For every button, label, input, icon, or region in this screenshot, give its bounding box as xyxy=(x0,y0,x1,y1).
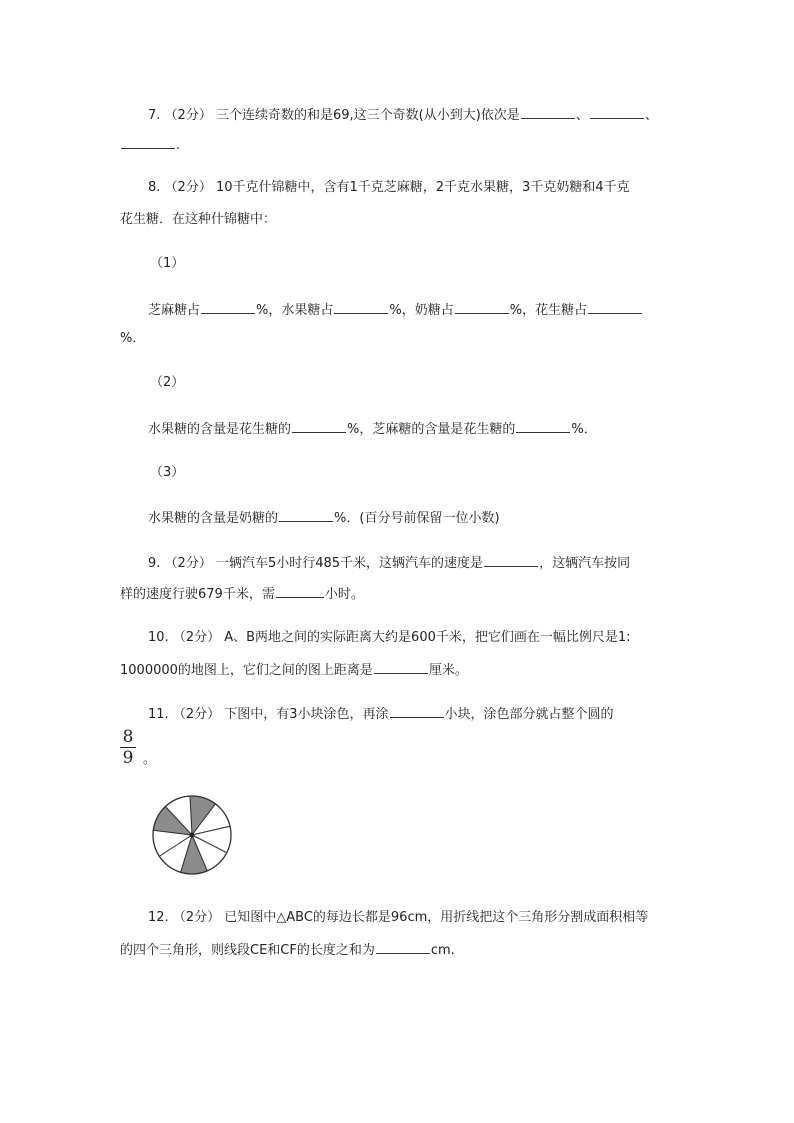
q10-text: 厘米。 xyxy=(428,663,468,678)
q8-p2-blank-1[interactable] xyxy=(292,420,346,433)
q8-p2-blank-2[interactable] xyxy=(516,420,570,433)
q10-line-2 xyxy=(120,661,680,679)
q9-line-1 xyxy=(148,554,688,572)
q11-text: 小块，涂色部分就占整个圆的 xyxy=(444,707,614,722)
q8-text: 10千克什锦糖中，含有1千克芝麻糖，2千克水果糖，3千克奶糖和4千克 xyxy=(215,180,630,195)
q10-blank-1[interactable] xyxy=(374,661,428,674)
q8-part-3-line xyxy=(148,509,688,527)
q8-part-1-cont xyxy=(120,331,680,347)
part-label: （3） xyxy=(150,465,185,480)
q8-p1-blank-3[interactable] xyxy=(455,301,509,314)
q8-part-2-line xyxy=(148,420,688,438)
q8-p1-blank-1[interactable] xyxy=(201,301,255,314)
q11-end: 。 xyxy=(143,752,157,767)
q8-part-3-label xyxy=(150,465,710,481)
q11-blank-1[interactable] xyxy=(390,705,444,718)
q9-text: 一辆汽车5小时行485千米，这辆汽车的速度是 xyxy=(215,556,484,571)
q9-text: 样的速度行驶679千米，需 xyxy=(120,587,275,602)
q9-line-2 xyxy=(120,585,680,603)
q8-line-1 xyxy=(148,180,688,196)
q11-text: 下图中，有3小块涂色，再涂 xyxy=(224,707,389,722)
q9-text: 小时。 xyxy=(324,587,364,602)
part-label: （2） xyxy=(150,375,185,390)
q7-text: 三个连续奇数的和是69,这三个奇数(从小到大)依次是 xyxy=(215,108,520,123)
q8-p1-text: %，花生糖占 xyxy=(509,303,588,318)
q7-separator: 、 xyxy=(644,108,658,123)
pie-center-dot xyxy=(190,833,195,838)
q11-line-1 xyxy=(148,705,688,723)
q7-end: . xyxy=(176,138,181,153)
q8-text-cont: 花生糖．在这种什锦糖中： xyxy=(120,212,277,227)
q12-number: 12. xyxy=(148,910,169,925)
q12-text: cm. xyxy=(430,943,455,958)
q8-part-1-label xyxy=(150,256,710,272)
q7-blank-3[interactable] xyxy=(121,136,175,149)
q9-blank-2[interactable] xyxy=(276,585,324,598)
q12-text: 的四个三角形，则线段CE和CF的长度之和为 xyxy=(120,943,375,958)
q7-blank-1[interactable] xyxy=(521,106,575,119)
q12-line-2 xyxy=(120,941,680,959)
q11-score: （2分） xyxy=(172,707,221,722)
q8-p1-blank-2[interactable] xyxy=(334,301,388,314)
q7-separator: 、 xyxy=(575,108,589,123)
fraction-denominator: 9 xyxy=(122,748,134,768)
q8-part-1-line xyxy=(148,301,688,319)
q10-score: （2分） xyxy=(172,630,221,645)
q8-p2-text: 水果糖的含量是花生糖的 xyxy=(148,422,292,437)
q8-p1-text: %，水果糖占 xyxy=(256,303,334,318)
pie-circle-figure xyxy=(150,793,234,877)
part-label: （1） xyxy=(150,256,185,271)
q8-p2-text: %． xyxy=(571,422,597,437)
q8-p3-text: %．(百分号前保留一位小数) xyxy=(334,511,500,526)
q10-number: 10. xyxy=(148,630,169,645)
q7-line-2 xyxy=(120,136,680,154)
q8-p3-blank-1[interactable] xyxy=(279,509,333,522)
q8-p1-blank-4[interactable] xyxy=(588,301,642,314)
fraction-numerator: 8 xyxy=(122,727,134,747)
q9-text: ，这辆汽车按同 xyxy=(539,556,631,571)
q12-score: （2分） xyxy=(172,910,221,925)
q8-p2-text: %，芝麻糖的含量是花生糖的 xyxy=(347,422,516,437)
q9-blank-1[interactable] xyxy=(484,554,538,567)
q11-fraction xyxy=(120,728,136,767)
q8-p1-text: %，奶糖占 xyxy=(389,303,454,318)
q8-line-2 xyxy=(120,212,680,228)
q10-text: 1000000的地图上，它们之间的图上距离是 xyxy=(120,663,373,678)
q8-score: （2分） xyxy=(164,180,212,195)
q8-part-2-label xyxy=(150,375,710,391)
q10-text: A、B两地之间的实际距离大约是600千米，把它们画在一幅比例尺是1: xyxy=(224,630,631,645)
q8-number: 8. xyxy=(148,180,161,195)
q11-number: 11. xyxy=(148,707,169,722)
q12-line-1 xyxy=(148,910,688,926)
q9-number: 9. xyxy=(148,556,161,571)
q12-blank-1[interactable] xyxy=(376,941,430,954)
q7-score: （2分） xyxy=(164,108,212,123)
q7-line-1 xyxy=(148,106,688,124)
q8-p3-text: 水果糖的含量是奶糖的 xyxy=(148,511,279,526)
q10-line-1 xyxy=(148,630,688,646)
q8-p1-text: %． xyxy=(120,331,146,346)
q8-p1-text: 芝麻糖占 xyxy=(148,303,201,318)
q7-blank-2[interactable] xyxy=(590,106,644,119)
q12-text: 已知图中△ABC的每边长都是96cm，用折线把这个三角形分割成面积相等 xyxy=(224,910,649,925)
q9-score: （2分） xyxy=(164,556,212,571)
q7-number: 7. xyxy=(148,108,161,123)
